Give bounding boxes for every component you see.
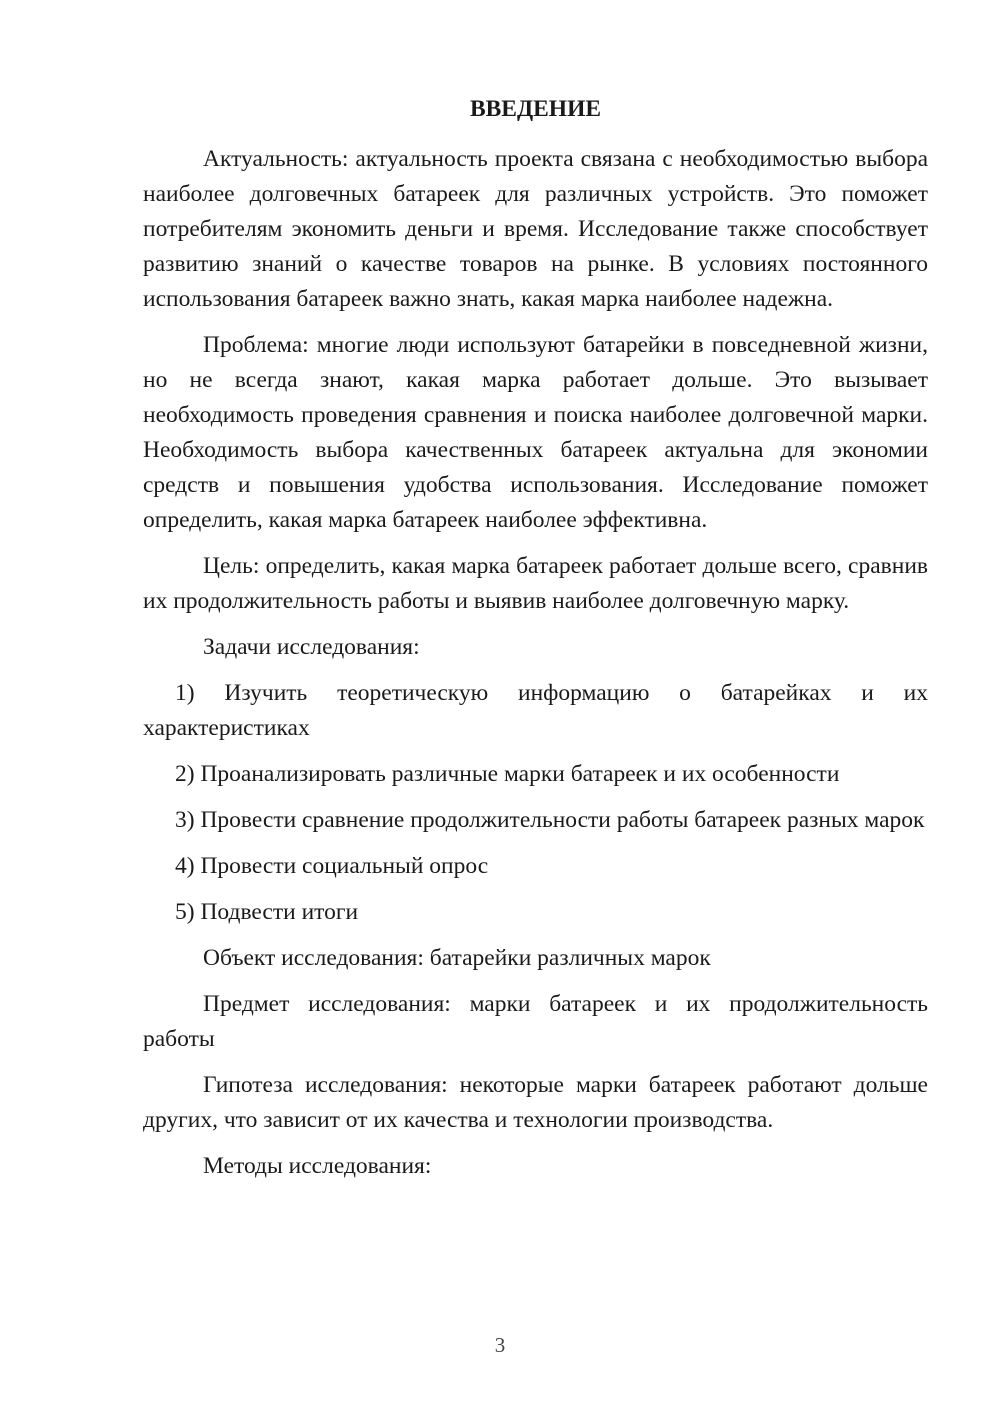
page-content <box>143 92 928 1195</box>
paragraph-methods-heading: Методы исследования: <box>203 1153 432 1179</box>
section-title: ВВЕДЕНИЕ <box>469 96 602 122</box>
paragraph-relevance: Актуальность: актуальность проекта связана с необходимостью выбора наиболее долговечных батареек для различных устройств. Это поможет потребителям экономить деньги и время. Исследование также способствует развитию знаний о качестве товаров на рынке. В условиях постоянного использования батареек важно знать, какая марка наиболее надежна. <box>143 146 928 312</box>
paragraph-goal: Цель: определить, какая марка батареек работает дольше всего, сравнив их продолжительность работы и выявив наиболее долговечную марку. <box>143 553 928 614</box>
task-item-3: 3) Провести сравнение продолжительности работы батареек разных марок <box>175 807 925 833</box>
paragraph-subject: Предмет исследования: марки батареек и их продолжительность работы <box>143 991 928 1052</box>
task-item-1: 1) Изучить теоретическую информацию о батарейках и их характеристиках <box>143 680 928 741</box>
page-number: 3 <box>494 1333 506 1357</box>
task-item-2: 2) Проанализировать различные марки батареек и их особенности <box>175 761 840 787</box>
paragraph-problem: Проблема: многие люди используют батарейки в повседневной жизни, но не всегда знают, какая марка работает дольше. Это вызывает необходимость проведения сравнения и поиска наиболее долговечной марки. Необходимость выбора качественных батареек актуальна для экономии средств и повышения удобства использования. Исследование поможет определить, какая марка батареек наиболее эффективна. <box>143 332 928 533</box>
paragraph-object: Объект исследования: батарейки различных марок <box>203 945 711 971</box>
task-item-4: 4) Провести социальный опрос <box>175 853 489 879</box>
paragraph-tasks-heading: Задачи исследования: <box>203 634 420 660</box>
paragraph-hypothesis: Гипотеза исследования: некоторые марки батареек работают дольше других, что зависит от их качества и технологии производства. <box>143 1072 928 1133</box>
task-item-5: 5) Подвести итоги <box>175 899 359 925</box>
